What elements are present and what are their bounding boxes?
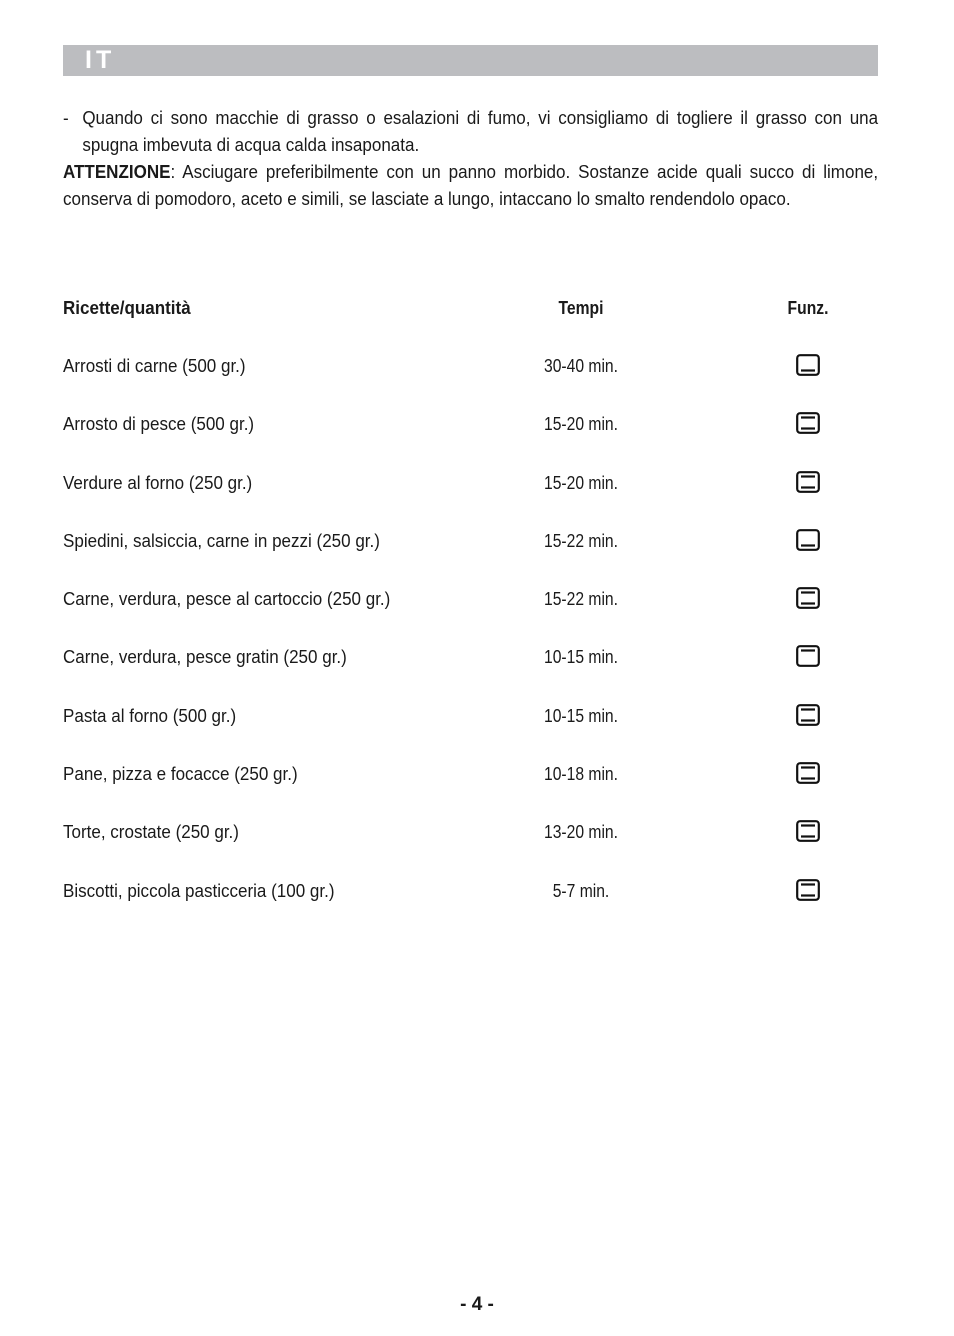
recipe-cell: Pasta al forno (500 gr.) [63,704,237,726]
oven-top-bottom-heat-icon [796,820,820,842]
bullet-dash: - [63,107,69,128]
cooking-table [63,292,878,933]
warning-label: ATTENZIONE [63,161,171,182]
oven-top-bottom-heat-icon [796,704,820,726]
recipe-cell: Arrosto di pesce (500 gr.) [63,413,255,435]
recipe-cell: Pane, pizza e focacce (250 gr.) [63,763,298,785]
time-value: 30-40 min. [544,355,618,376]
oven-bottom-heat-icon [796,354,820,376]
time-value: 10-15 min. [544,704,618,726]
oven-top-heat-icon [796,645,820,667]
oven-top-bottom-heat-icon [796,471,820,493]
table-row [63,758,878,816]
oven-bottom-heat-icon [796,529,820,551]
recipe-cell: Biscotti, piccola pasticceria (100 gr.) [63,879,335,901]
header-function: Funz. [787,297,829,318]
oven-top-bottom-heat-icon [796,412,820,434]
time-value: 10-15 min. [544,646,618,668]
page-number: - 4 - [460,1294,494,1315]
language-code: IT [85,46,116,74]
warning-paragraph [63,158,878,212]
recipe-cell: Torte, crostate (250 gr.) [63,821,239,843]
language-header-bar [63,45,878,76]
table-row [63,350,878,408]
table-row [63,408,878,466]
header-recipe: Ricette/quantità [63,297,191,318]
oven-top-bottom-heat-icon [796,879,820,901]
table-row [63,583,878,641]
cleaning-bullet [63,104,878,158]
time-value: 13-20 min. [544,821,618,843]
time-value: 5-7 min. [552,879,610,901]
oven-top-bottom-heat-icon [796,587,820,609]
table-header-row [63,292,878,350]
time-value: 15-22 min. [544,588,618,610]
table-row [63,700,878,758]
table-row [63,641,878,699]
warning-text: : Asciugare preferibilmente con un panno morbido. Sostanze acide quali succo di limone, conserva di pomodoro, aceto e simili, se lasciate a lungo, intaccano lo smalto rendendolo opaco. [63,161,879,209]
table-row [63,816,878,874]
recipe-cell: Spiedini, salsiccia, carne in pezzi (250 gr.) [63,529,380,551]
time-value: 15-20 min. [544,413,618,435]
table-row [63,525,878,583]
recipe-cell: Carne, verdura, pesce gratin (250 gr.) [63,646,347,668]
oven-top-bottom-heat-icon [796,762,820,784]
table-row [63,467,878,525]
recipe-cell: Carne, verdura, pesce al cartoccio (250 gr.) [63,588,391,610]
bullet-text: Quando ci sono macchie di grasso o esalazioni di fumo, vi consigliamo di togliere il grasso con una spugna imbevuta di acqua calda insaponata. [82,107,879,155]
time-value: 15-20 min. [544,471,618,493]
cleaning-instructions [63,104,878,212]
recipe-cell: Arrosti di carne (500 gr.) [63,355,246,376]
header-time: Tempi [558,297,604,318]
time-value: 15-22 min. [544,529,618,551]
table-row [63,875,878,933]
recipe-cell: Verdure al forno (250 gr.) [63,471,253,493]
time-value: 10-18 min. [544,763,618,785]
